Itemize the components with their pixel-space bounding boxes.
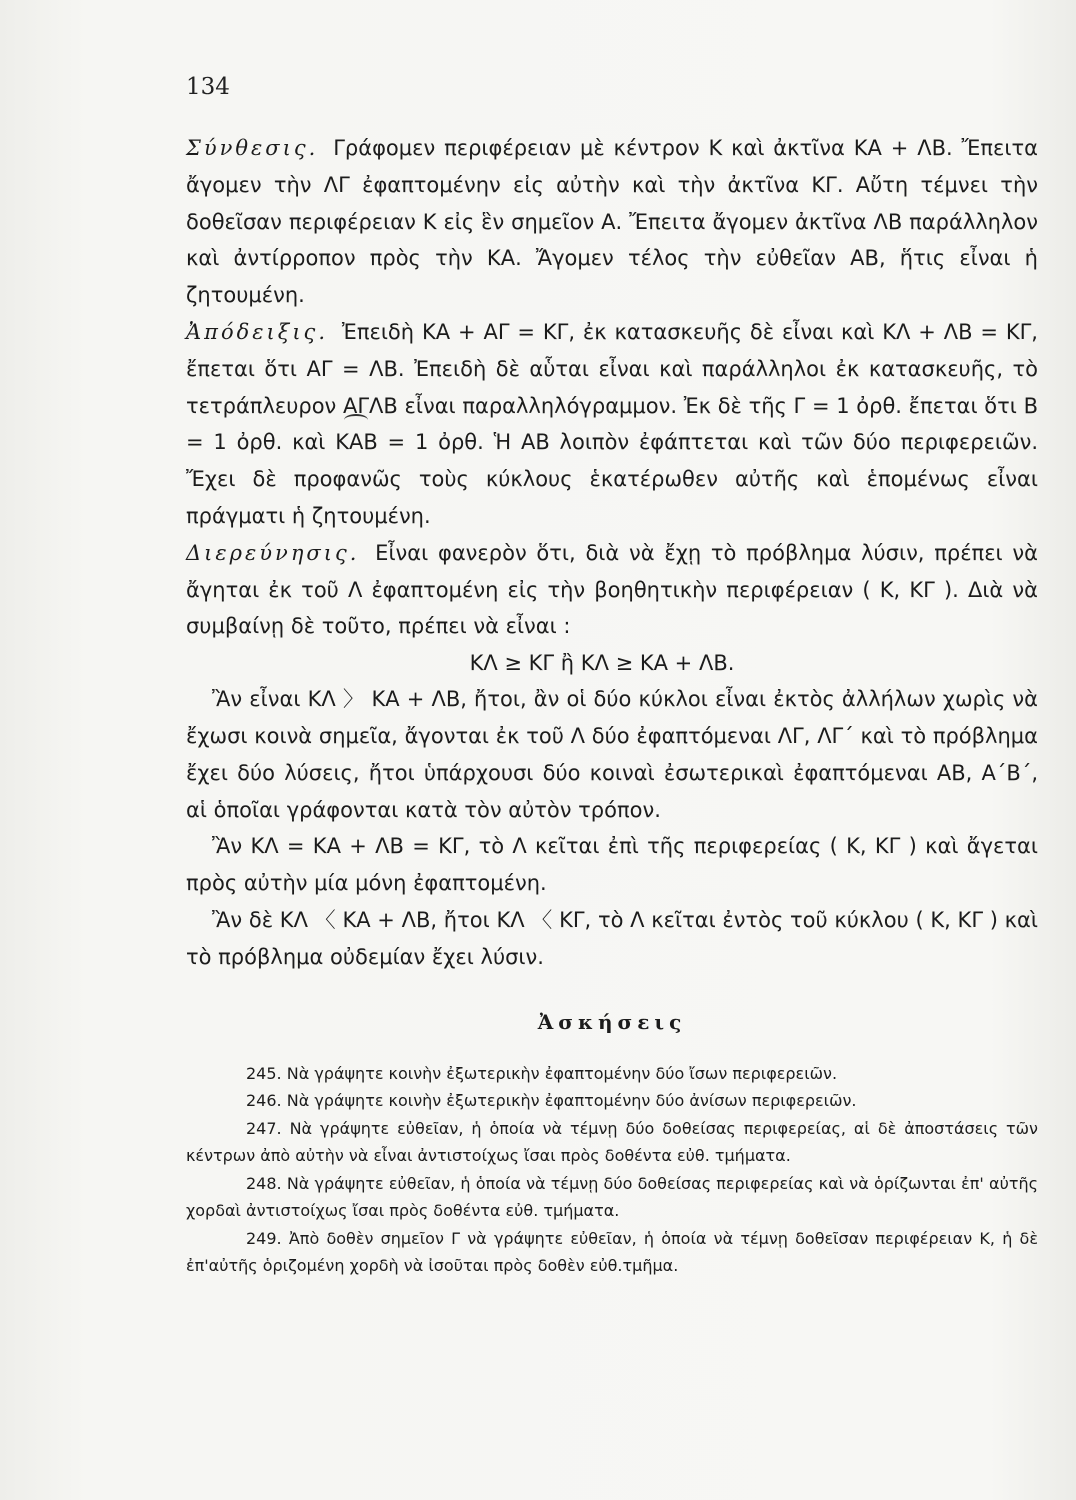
exercise-item: [186, 1060, 1038, 1088]
discussion-text: Εἶναι φανερὸν ὅτι, διὰ νὰ ἔχῃ τὸ πρόβλημα λύσιν, πρέπει νὰ ἄγηται ἐκ τοῦ Λ ἐφαπτομένη εἰς τὴν βοηθητικὴν περιφέρειαν ( Κ, ΚΓ ). Διὰ νὰ συμβαίνῃ δὲ τοῦτο, πρέπει νὰ εἶναι :: [186, 540, 1038, 639]
discussion-heading: Διερεύνησις.: [186, 540, 360, 565]
exercise-number: 248.: [246, 1173, 282, 1193]
exercise-number: 246.: [246, 1091, 282, 1111]
synthesis-paragraph: [186, 130, 1038, 314]
exercise-item: [186, 1115, 1038, 1170]
case-1-paragraph: Ἂν εἶναι ΚΛ 〉 ΚΑ + ΛΒ, ἤτοι, ἂν οἱ δύο κύκλοι εἶναι ἐκτὸς ἀλλήλων χωρὶς νὰ ἔχωσι κοινὰ σημεῖα, ἄγονται ἐκ τοῦ Λ δύο ἐφαπτόμεναι ΛΓ, ΛΓ΄ καὶ τὸ πρόβλημα ἔχει δύο λύσεις, ἤτοι ὑπάρχουσι δύο κοιναὶ ἐσωτερικαὶ ἐφαπτόμεναι ΑΒ, Α΄Β΄, αἱ ὁποῖαι γράφονται κατὰ τὸν αὐτὸν τρόπον.: [186, 687, 1038, 822]
page-number: 134: [186, 74, 230, 100]
exercise-item: [186, 1225, 1038, 1280]
discussion-paragraph: [186, 535, 1038, 645]
case-3-paragraph: Ἂν δὲ ΚΛ 〈 ΚΑ + ΛΒ, ἤτοι ΚΛ 〈 ΚΓ, τὸ Λ κεῖται ἐντὸς τοῦ κύκλου ( Κ, ΚΓ ) καὶ τὸ πρόβλημα οὐδεμίαν ἔχει λύσιν.: [186, 907, 1038, 969]
exercise-number: 245.: [246, 1063, 282, 1083]
synthesis-heading: Σύνθεσις.: [186, 136, 319, 160]
angle-hat-symbol: ΚΑΒ: [335, 424, 378, 461]
proof-paragraph: [186, 314, 1038, 535]
exercise-item: [186, 1170, 1038, 1225]
case-2-paragraph: Ἂν ΚΛ = ΚΑ + ΛΒ = ΚΓ, τὸ Λ κεῖται ἐπὶ τῆς περιφερείας ( Κ, ΚΓ ) καὶ ἄγεται πρὸς αὐτὴν μία μόνη ἐφαπτομένη.: [186, 834, 1038, 896]
exercise-number: 249.: [246, 1228, 282, 1248]
exercises-list: [186, 1060, 1038, 1280]
exercise-item: [186, 1087, 1038, 1115]
page-content: [186, 130, 1038, 1280]
exercise-text: Ἀπὸ δοθὲν σημεῖον Γ νὰ γράψητε εὐθεῖαν, ἡ ὁποία νὰ τέμνῃ δοθεῖσαν περιφέρειαν Κ, ἡ δὲ ἐπ'αὐτῆς ὁριζομένη χορδὴ νὰ ἰσοῦται πρὸς δοθὲν εὐθ.τμῆμα.: [186, 1228, 1038, 1276]
exercise-text: Νὰ γράψητε κοινὴν ἐξωτερικὴν ἐφαπτομένην δύο ἀνίσων περιφερειῶν.: [286, 1091, 857, 1111]
exercise-text: Νὰ γράψητε εὐθεῖαν, ἡ ὁποία νὰ τέμνῃ δύο δοθείσας περιφερείας, αἱ δὲ ἀποστάσεις τῶν κέντρων ἀπὸ αὐτὴν νὰ εἶναι ἀντιστοίχως ἴσαι πρὸς δοθέντα εὐθ. τμήματα.: [186, 1118, 1038, 1166]
synthesis-text: Γράφομεν περιφέρειαν μὲ κέντρον Κ καὶ ἀκτῖνα ΚΑ + ΛΒ. Ἔπειτα ἄγομεν τὴν ΛΓ ἐφαπτομένην εἰς αὐτὴν καὶ τὴν ἀκτῖνα ΚΓ. Αὔτη τέμνει τὴν δοθεῖσαν περιφέρειαν Κ εἰς ἓν σημεῖον Α. Ἔπειτα ἄγομεν ἀκτῖνα ΛΒ παράλληλον καὶ ἀντίρροπον πρὸς τὴν ΚΑ. Ἄγομεν τέλος τὴν εὐθεῖαν ΑΒ, ἥτις εἶναι ἡ ζητουμένη.: [186, 136, 1038, 308]
exercise-number: 247.: [246, 1118, 282, 1138]
proof-text-part1: Ἐπειδὴ ΚΑ + ΑΓ = ΚΓ, ἐκ κατασκευῆς δὲ εἶναι καὶ ΚΛ + ΛΒ = ΚΓ, ἔπεται ὅτι ΑΓ = ΛΒ. Ἐπειδὴ δὲ αὗται εἶναι καὶ παράλληλοι ἐκ κατασκευῆς, τὸ τετράπλευρον ΑΓΛΒ εἶναι παραλληλόγραμμον. Ἐκ δὲ τῆς Γ = 1 ὀρθ. ἔπεται ὅτι Β = 1 ὀρθ. καὶ: [186, 319, 1038, 455]
proof-heading: Ἀπόδειξις.: [186, 319, 328, 344]
exercise-text: Νὰ γράψητε εὐθεῖαν, ἡ ὁποία νὰ τέμνῃ δύο δοθείσας περιφερείας καὶ νὰ ὁρίζωνται ἐπ' αὐτῆς χορδαὶ ἀντιστοίχως ἴσαι πρὸς δοθέντα εὐθ. τμήματα.: [186, 1173, 1038, 1221]
proof-text-part2: = 1 ὀρθ. Ἡ ΑΒ λοιπὸν ἐφάπτεται καὶ τῶν δύο περιφερειῶν. Ἔχει δὲ προφανῶς τοὺς κύκλους ἑκατέρωθεν αὐτῆς καὶ ἑπομένως εἶναι πράγματι ἡ ζητουμένη.: [186, 430, 1038, 528]
discussion-formula: ΚΛ ≥ ΚΓ ἢ ΚΛ ≥ ΚΑ + ΛΒ.: [469, 651, 735, 676]
exercise-text: Νὰ γράψητε κοινὴν ἐξωτερικὴν ἐφαπτομένην δύο ἴσων περιφερειῶν.: [286, 1063, 838, 1083]
exercises-title: Ἀσκήσεις: [537, 1009, 687, 1034]
